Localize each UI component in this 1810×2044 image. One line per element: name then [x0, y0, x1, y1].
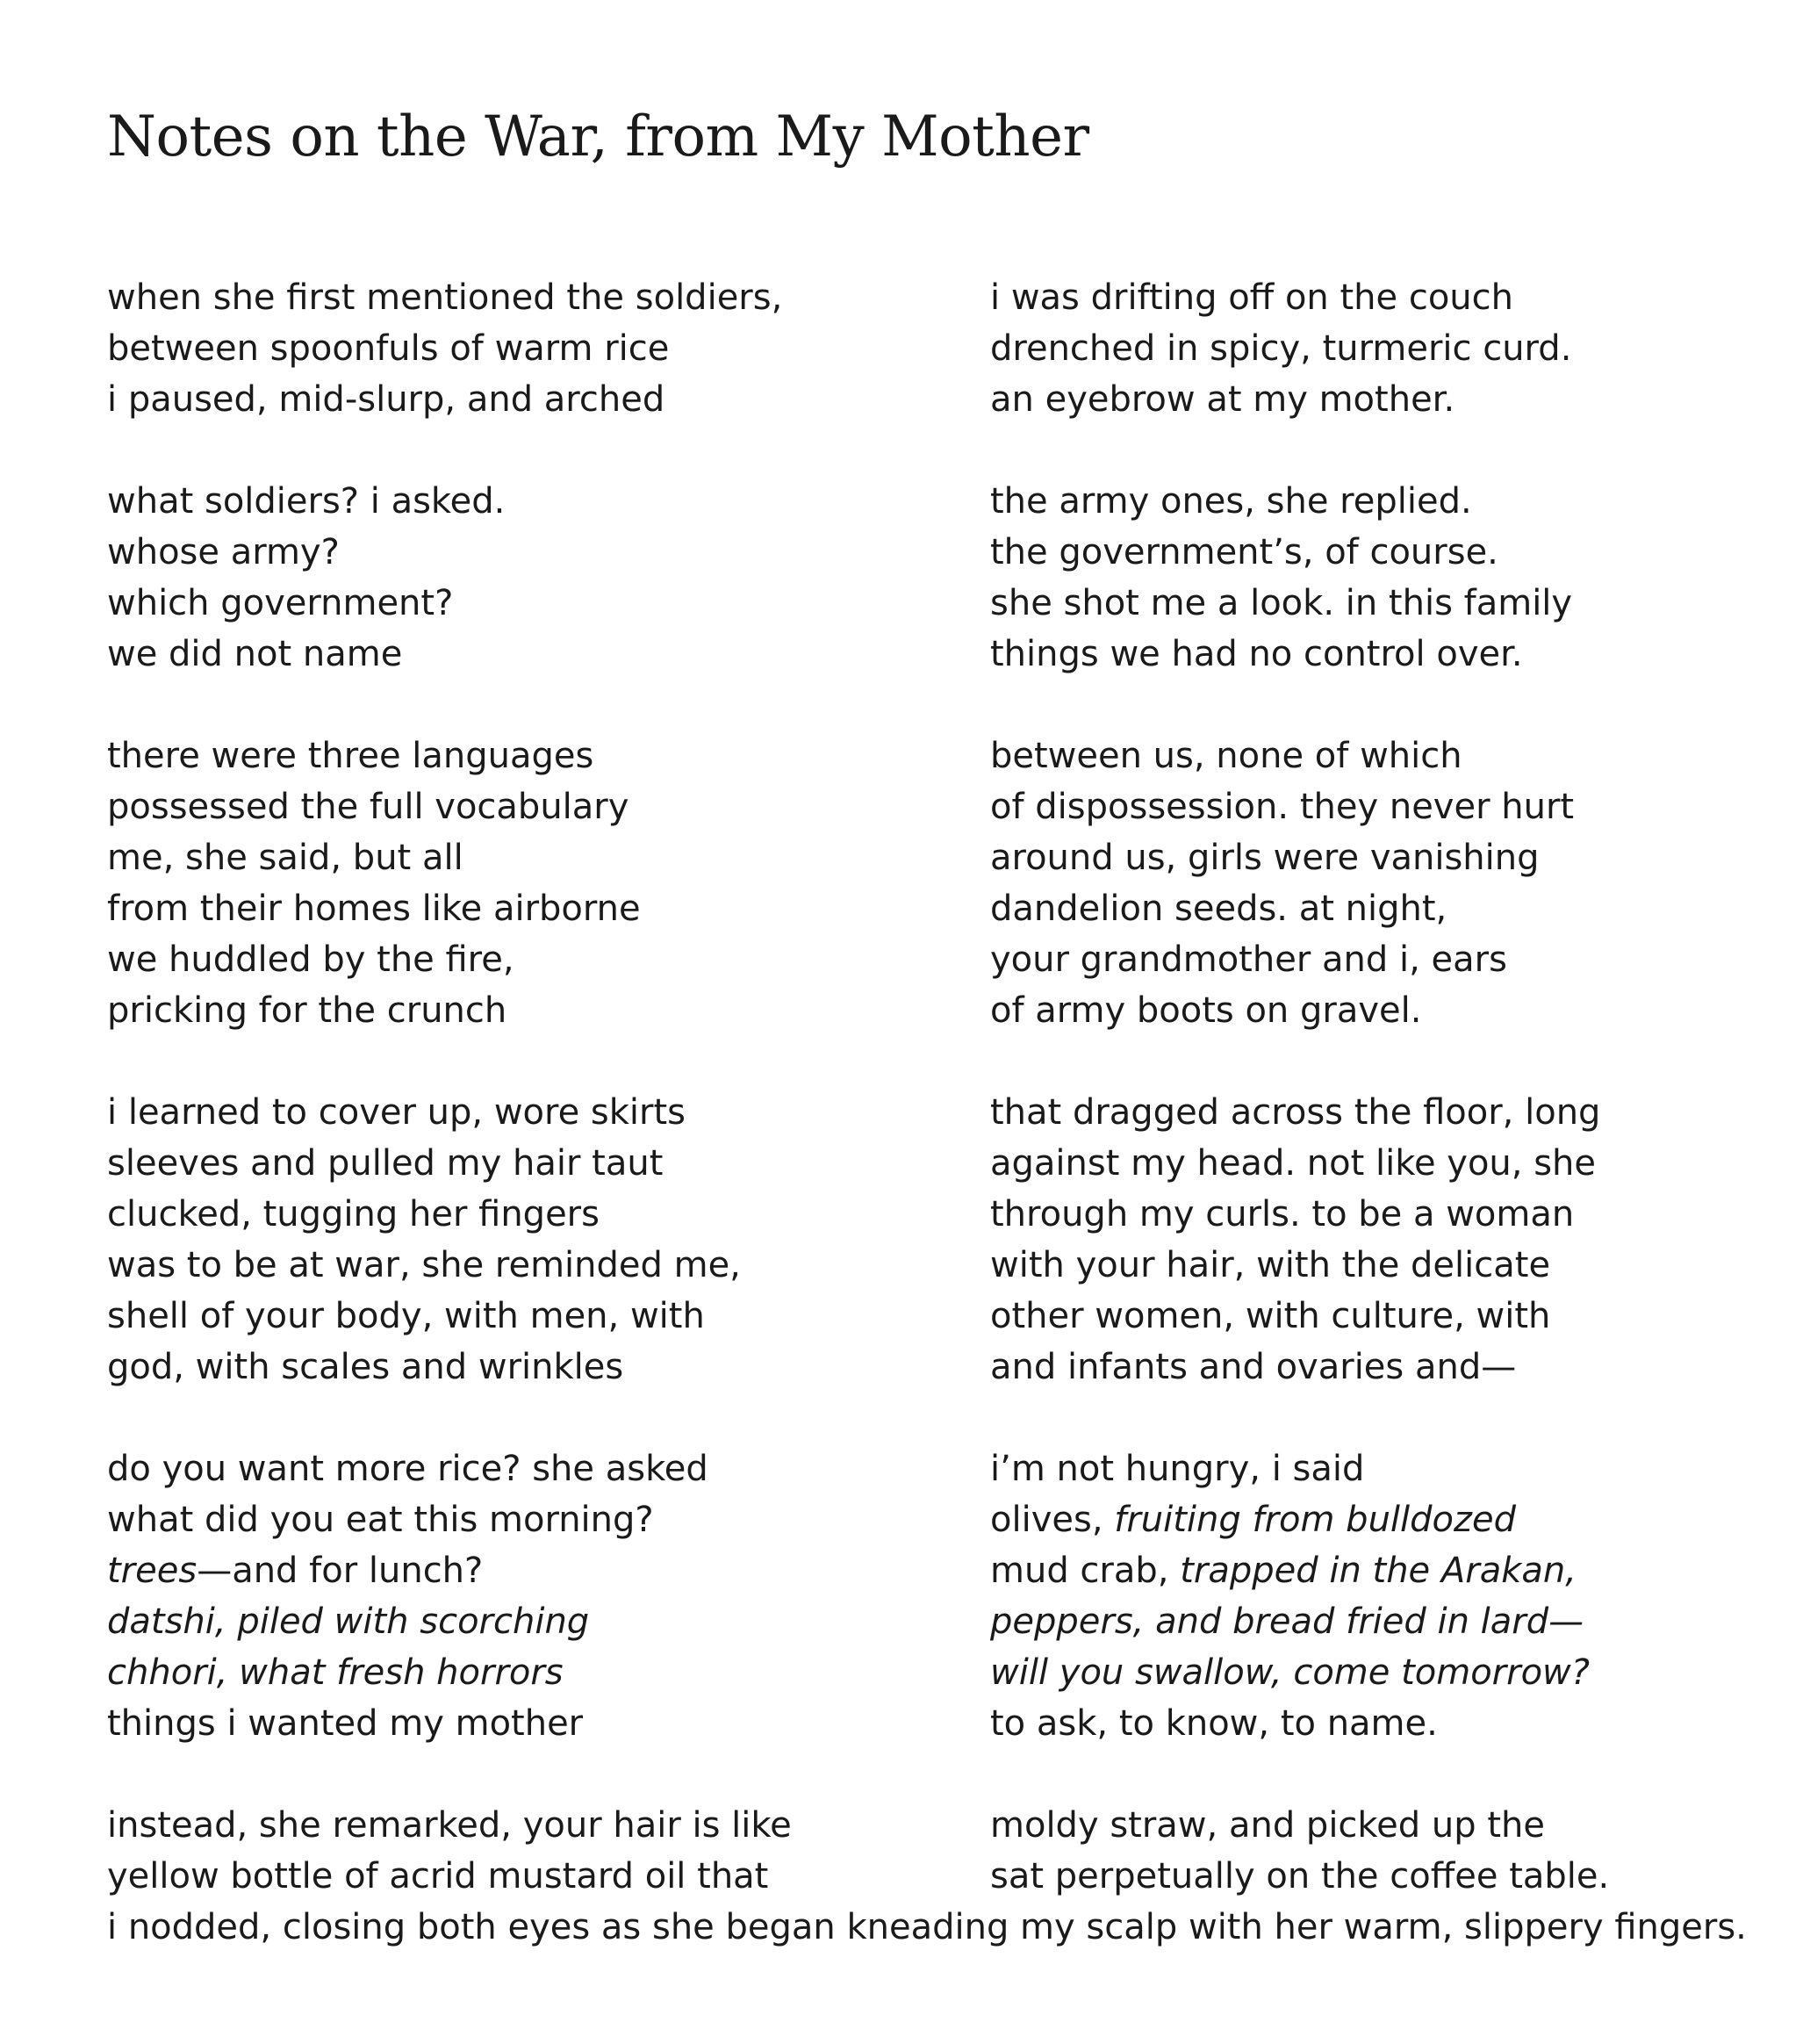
poem-line [107, 1494, 1757, 1545]
poem-line [107, 629, 1757, 680]
poem-line [107, 1342, 1757, 1393]
right-column-text [990, 323, 1757, 374]
right-column-text [990, 629, 1757, 680]
italic-text: trapped in the Arakan, [1180, 1551, 1577, 1591]
left-column-text [107, 832, 990, 883]
text: from their homes like airborne [107, 889, 641, 929]
text: between us, none of which [990, 736, 1462, 776]
text: around us, girls were vanishing [990, 838, 1540, 878]
left-column-text [107, 1800, 990, 1851]
text: whose army? [107, 532, 340, 572]
poem-line [107, 1087, 1757, 1138]
right-column-text [990, 1189, 1757, 1240]
stanza [107, 731, 1757, 1036]
text: me, she said, but all [107, 838, 463, 878]
right-column-text [990, 934, 1757, 985]
text: she shot me a look. in this family [990, 583, 1573, 623]
text: moldy straw, and picked up the [990, 1805, 1545, 1846]
text: to ask, to know, to name. [990, 1703, 1438, 1744]
right-column-text [990, 985, 1757, 1036]
text: through my curls. to be a woman [990, 1194, 1575, 1234]
poem-line [107, 832, 1757, 883]
text: of army boots on gravel. [990, 990, 1422, 1031]
poem-line [107, 578, 1757, 629]
left-column-text [107, 578, 990, 629]
right-column-text [990, 374, 1757, 425]
poem-line [107, 1851, 1757, 1902]
text: i was drifting off on the couch [990, 277, 1513, 318]
left-column-text [107, 1443, 990, 1494]
text: the government’s, of course. [990, 532, 1498, 572]
poem-line [107, 1291, 1757, 1342]
text: sat perpetually on the coffee table. [990, 1856, 1610, 1896]
text: i learned to cover up, wore skirts [107, 1092, 686, 1133]
text: yellow bottle of acrid mustard oil that [107, 1856, 769, 1896]
left-column-text [107, 1342, 990, 1393]
right-column-text [990, 1851, 1757, 1902]
text: god, with scales and wrinkles [107, 1347, 624, 1387]
text: and infants and ovaries and— [990, 1347, 1517, 1387]
poem-line [107, 934, 1757, 985]
text: other women, with culture, with [990, 1296, 1551, 1336]
poem-line [107, 1443, 1757, 1494]
right-column-text [990, 1698, 1757, 1749]
left-column-text [107, 1291, 990, 1342]
left-column-text [107, 1240, 990, 1291]
poem-line-full: i nodded, closing both eyes as she began kneading my scalp with her warm, slippery fingers. [107, 1907, 1747, 1947]
text: against my head. not like you, she [990, 1143, 1596, 1184]
poem-line [107, 731, 1757, 781]
right-column-text [990, 1596, 1757, 1647]
poem-line [107, 527, 1757, 578]
poem-line [107, 1138, 1757, 1189]
text: pricking for the crunch [107, 990, 507, 1031]
left-column-text [107, 731, 990, 781]
poem-line [107, 1647, 1757, 1698]
text: which government? [107, 583, 454, 623]
text: instead, she remarked, your hair is like [107, 1805, 792, 1846]
text: things we had no control over. [990, 634, 1523, 674]
poem-line [107, 781, 1757, 832]
poem-line [107, 1545, 1757, 1596]
poem-line [107, 1800, 1757, 1851]
right-column-text [990, 731, 1757, 781]
poem-title: Notes on the War, from My Mother [107, 104, 1089, 169]
stanza [107, 1800, 1757, 1953]
text: what soldiers? i asked. [107, 481, 506, 522]
left-column-text [107, 629, 990, 680]
poem-line [107, 374, 1757, 425]
left-column-text [107, 1647, 990, 1698]
text: was to be at war, she reminded me, [107, 1245, 741, 1285]
left-column-text [107, 1189, 990, 1240]
right-column-text [990, 1443, 1757, 1494]
left-column-text [107, 272, 990, 323]
italic-text: datshi, piled with scorching [107, 1601, 590, 1642]
text: there were three languages [107, 736, 594, 776]
text: an eyebrow at my mother. [990, 379, 1455, 420]
poem-line [107, 883, 1757, 934]
stanza [107, 272, 1757, 425]
italic-text: fruiting from bulldozed [1114, 1500, 1517, 1540]
right-column-text [990, 1342, 1757, 1393]
right-column-text [990, 476, 1757, 527]
left-column-text [107, 883, 990, 934]
italic-text: peppers, and bread fried in lard— [990, 1601, 1584, 1642]
left-column-text [107, 1698, 990, 1749]
text: things i wanted my mother [107, 1703, 584, 1744]
stanza [107, 1443, 1757, 1749]
right-column-text [990, 1494, 1757, 1545]
text: —and for lunch? [197, 1551, 484, 1591]
text: mud crab, [990, 1551, 1181, 1591]
left-column-text [107, 374, 990, 425]
right-column-text [990, 1545, 1757, 1596]
text: i paused, mid-slurp, and arched [107, 379, 665, 420]
text: sleeves and pulled my hair taut [107, 1143, 664, 1184]
text: the army ones, she replied. [990, 481, 1472, 522]
left-column-text [107, 323, 990, 374]
stanza [107, 476, 1757, 680]
right-column-text [990, 272, 1757, 323]
right-column-text [990, 1240, 1757, 1291]
text: i’m not hungry, i said [990, 1449, 1365, 1489]
left-column-text [107, 934, 990, 985]
left-column-text [107, 985, 990, 1036]
poem-line [107, 1698, 1757, 1749]
stanza [107, 1087, 1757, 1393]
text: with your hair, with the delicate [990, 1245, 1551, 1285]
italic-text: chhori, what fresh horrors [107, 1652, 564, 1693]
poem-body [107, 272, 1757, 2004]
poem-line [107, 1240, 1757, 1291]
text: what did you eat this morning? [107, 1500, 654, 1540]
poem-line [107, 323, 1757, 374]
text: drenched in spicy, turmeric curd. [990, 328, 1572, 369]
left-column-text [107, 1494, 990, 1545]
text: do you want more rice? she asked [107, 1449, 708, 1489]
poem-line [107, 272, 1757, 323]
right-column-text [990, 527, 1757, 578]
text: dandelion seeds. at night, [990, 889, 1447, 929]
right-column-text [990, 578, 1757, 629]
left-column-text [107, 1596, 990, 1647]
left-column-text [107, 1545, 990, 1596]
text: clucked, tugging her fingers [107, 1194, 600, 1234]
left-column-text [107, 1851, 990, 1902]
left-column-text [107, 476, 990, 527]
right-column-text [990, 1138, 1757, 1189]
right-column-text [990, 1800, 1757, 1851]
right-column-text [990, 1647, 1757, 1698]
text: when she first mentioned the soldiers, [107, 277, 783, 318]
text: shell of your body, with men, with [107, 1296, 705, 1336]
left-column-text [107, 781, 990, 832]
poem-line [107, 1596, 1757, 1647]
poem-line [107, 476, 1757, 527]
right-column-text [990, 781, 1757, 832]
left-column-text [107, 1138, 990, 1189]
text: we huddled by the fire, [107, 939, 514, 980]
right-column-text [990, 1291, 1757, 1342]
poem-line [107, 985, 1757, 1036]
right-column-text [990, 832, 1757, 883]
text: we did not name [107, 634, 403, 674]
poem-line [107, 1189, 1757, 1240]
text: your grandmother and i, ears [990, 939, 1507, 980]
text: that dragged across the floor, long [990, 1092, 1601, 1133]
text: olives, [990, 1500, 1115, 1540]
left-column-text [107, 1087, 990, 1138]
right-column-text [990, 1087, 1757, 1138]
left-column-text [107, 527, 990, 578]
text: possessed the full vocabulary [107, 787, 629, 827]
right-column-text [990, 883, 1757, 934]
text: between spoonfuls of warm rice [107, 328, 670, 369]
italic-text: will you swallow, come tomorrow? [990, 1652, 1590, 1693]
italic-text: trees [107, 1551, 198, 1591]
text: of dispossession. they never hurt [990, 787, 1575, 827]
